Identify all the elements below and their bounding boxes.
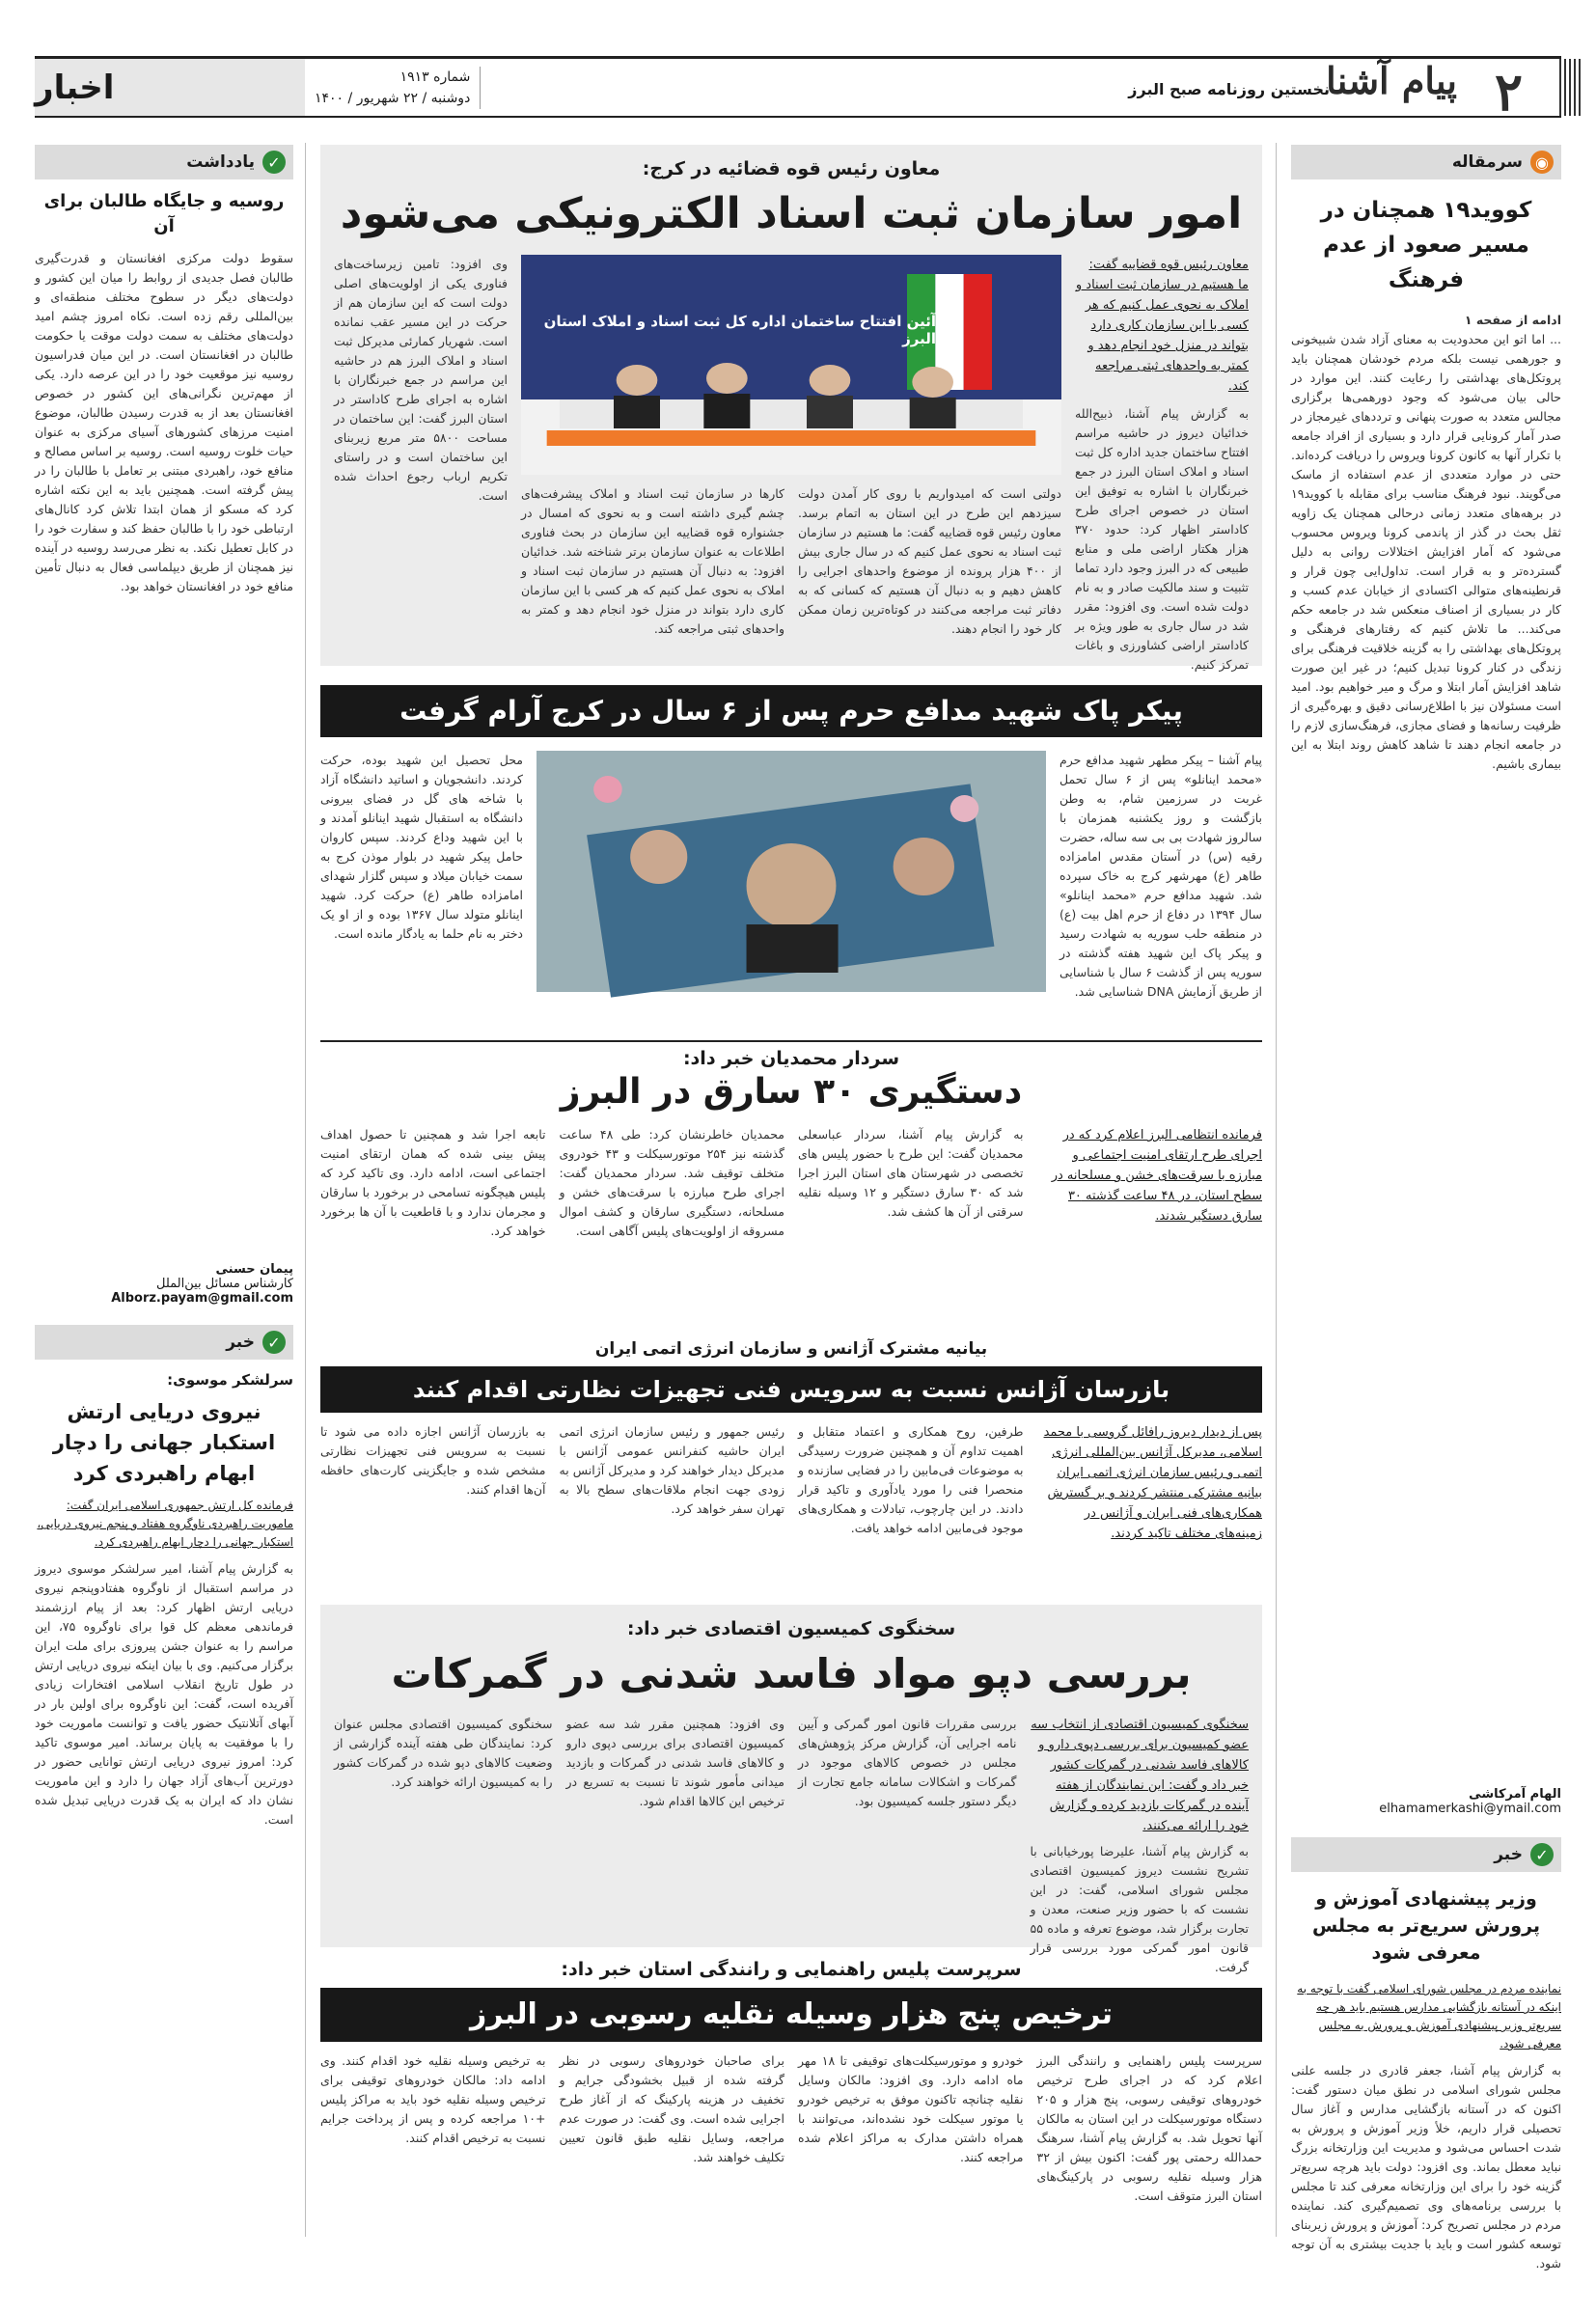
right-news-title: وزیر پیشنهادی آموزش و پرورش سریع‌تر به مجلس معرفی شود (1311, 1888, 1541, 1964)
left-news-header (35, 1325, 293, 1360)
left-news-kicker: سرلشکر موسوی: (167, 1371, 293, 1389)
newspaper-logo: پیام آشنا (1326, 59, 1457, 102)
memo-title: روسیه و جایگاه طالبان برای آن (43, 191, 285, 236)
editorial-body: ... اما اتو این محدودیت به معنای آزاد شدن شبیخونی و جورهمی نیست بلکه مردم خودشان همچنان باید پروتکل‌های بهداشتی را رعایت کنند. این موارد در حالی بیان می‌شود که وجود دورهمی‌ها برگزاری مجالس متعدد به صورت پنهانی و تردد‌های غیرمجاز در صدر آمار کرونایی قرار دارد و بسیاری از افراد جامعه با تکرار آنها به کانون کرونا ویروس را دریافت کرده‌اند. حتی در موارد متعددی از عدم استفاده از ماسک می‌گویند. نبود فرهنگ مناسب برای مقابله با کووید۱۹ در برهه‌های متعدد زمانی درحالی همچنان یک زاویه ثقل بحث در گذر از پاندمی کرونا ویروس محسوب می‌شود که آمار افزایش اختلالات روانی به دلیل گسترده‌تر و به قرار است. تداول‌ایی چون قرار و قرنطینه‌های متوالی اکتسادی از خیابان عدم کسب و کار در بسیاری از اصناف منعکس شد در جامعه حکم می‌کند... ما تلاش کنیم که رفتارهای فرهنگی و پروتکل‌های بهداشتی را به گزینه خلاقیت فرهنگی برای زندگی در کنار کرونا تبدیل کنیم؛ در غیر این صورت شاهد افزایش آمار ابتلا و مرگ و میر خواهیم بود. امید است مسئولان نیز با اطلاع‌رسانی دقیق و بهره‌گیری از ظرفیت رسانه‌ها و فضای مجازی، فرهنگ‌سازی لازم را در جامعه انجام دهند تا شاهد کاهش روند ابتلا به این بیماری باشیم. (1291, 332, 1561, 771)
right-column (1291, 145, 1561, 2312)
main-col1: به گزارش پیام آشنا، ذبیح‌الله خدائیان دیروز در حاشیه مراسم افتتاح ساختمان جدید اداره کل ثبت اسناد و املاک استان البرز در جمع خبرنگاران با اشاره به توفیق این استان در خصوص اجرای طرح کاداستر اظهار کرد: حدود ۳۷۰ هزار هکتار اراضی ملی و منابع طبیعی که در البرز وجود دارد تماما تثبیت و سند مالکیت صادر و به نام دولت شده است. وی افزود: مقرر شد در سال جاری به طور ویژه بر کاداستر اراضی کشاورزی و باغات تمرکز کنیم. (1075, 406, 1249, 672)
main-story (320, 145, 1262, 672)
police-story (320, 1040, 1262, 1330)
check-icon: ✓ (262, 1331, 286, 1354)
right-news-body: به گزارش پیام آشنا، جعفر قادری در جلسه علنی مجلس شورای اسلامی در نطق میان دستور گفت: اکنون که در آستانه بازگشایی مدارس و آغاز سال تحصیلی قرار داریم، خلأ وزیر آموزش و پرورش به شدت احساس می‌شود و مدیریت این وزارتخانه بزرگ نباید معطل بماند. وی افزود: دولت باید هرچه سریع‌تر گزینه خود را برای این وزارتخانه معرفی کند تا مجلس با بررسی برنامه‌های وی تصمیم‌گیری کند. نماینده مردم در مجلس تصریح کرد: آموزش و پرورش زیربنای توسعه کشور است و باید با جدیت بیشتری به آن توجه شود. (1291, 2063, 1561, 2271)
check-icon: ✓ (262, 151, 286, 174)
traffic-col2: خودرو و موتورسیکلت‌های توقیفی تا ۱۸ مهر ماه ادامه دارد. وی افزود: مالکان وسایل نقلیه چنانچه تاکنون موفق به ترخیص خودرو یا موتور سیکلت خود نشده‌اند، می‌توانند با همراه داشتن مدارک به مراکز اعلام شده مراجعه کنند. (798, 2053, 1024, 2164)
police-col2: محمدیان خاطرنشان کرد: طی ۴۸ ساعت گذشته نیز ۲۵۴ موتورسیکلت و ۴۳ خودروی متخلف توقیف شد. سردار محمدیان گفت: اجرای طرح مبارزه با سرقت‌های خشن و مسلحانه، دستگیری سارقان و کشف اموال مسروقه از اولویت‌های پلیس آگاهی است. (559, 1127, 784, 1238)
editorial-author: الهام آمرکاشی (1469, 1787, 1561, 1802)
memo-author: پیمان حسنی (215, 1262, 293, 1277)
customs-col4: سخنگوی کمیسیون اقتصادی مجلس عنوان کرد: نمایندگان طی هفته آینده گزارشی از وضعیت کالاهای دپو شده در گمرکات کشور را به کمیسیون ارائه خواهند کرد. (334, 1717, 553, 1789)
main-headline: امور سازمان ثبت اسناد الکترونیکی می‌شود (340, 189, 1243, 238)
continued-note: ادامه از صفحه ۱ (1464, 313, 1561, 327)
masthead (35, 56, 1561, 123)
iaea-story (320, 1339, 1262, 1605)
iaea-col4: به بازرسان آژانس اجازه داده می شود تا نسبت به سرویس فنی تجهیزات نظارتی مشخص شده و جایگزینی کارت‌های حافظه آن‌ها اقدام کنند. (320, 1424, 546, 1497)
right-news-lede: نماینده مردم در مجلس شورای اسلامی گفت با توجه به اینکه در آستانه بازگشایی مدارس هستیم باید هر چه سریع‌تر وزیر پیشنهادی آموزش و پرورش به مجلس معرفی شود. (1297, 1982, 1561, 2051)
memo-author-role: کارشناس مسائل بین‌الملل (156, 1277, 293, 1291)
traffic-col3: برای صاحبان خودروهای رسوبی در نظر گرفته شده از قبیل بخشودگی جرایم و تخفیف در هزینه پارکینگ که از آغاز طرح اجرایی شده است. وی گفت: در صورت عدم مراجعه، وسایل نقلیه طبق قانون تعیین تکلیف خواهند شد. (559, 2053, 784, 2164)
customs-kicker: سخنگوی کمیسیون اقتصادی خبر داد: (626, 1618, 956, 1639)
main-col3: کارها در سازمان ثبت اسناد و املاک پیشرفت‌های چشم گیری داشته است و به نحوی که امسال در جشنواره قوه قضاییه این سازمان در بحث فناوری اطلاعات به عنوان سازمان برتر شناخته شد. خدائیان افزود: به دنبال آن هستیم در سازمان ثبت اسناد و املاک به نحوی عمل کنیم که هر کسی با این سازمان کاری دارد بتواند در منزل خود انجام دهد و کمتر به واحدهای ثبتی مراجعه کند. (521, 486, 784, 636)
left-news-title: نیروی دریایی ارتش استکبار جهانی را دچار ابهام راهبردی کرد (52, 1400, 276, 1485)
martyr-col1: پیام آشنا – پیکر مطهر شهید مدافع حرم «محمد اینانلو» پس از ۶ سال تحمل غربت در سرزمین شام، به وطن بازگشت و روز یکشنبه همزمان با سالروز شهادت بی بی سه ساله، حضرت رقیه (س) در آستان مقدس امامزاده طاهر (ع) مهرشهر کرج به خاک سپرده شد. شهید مدافع حرم «محمد اینانلو» سال ۱۳۹۴ در دفاع از حرم اهل بیت (ع) در منطقه حلب سوریه به شهادت رسید و پیکر پاک این شهید هفته گذشته در سوریه پس از گذشت ۶ سال با شناسایی از طریق آزمایش DNA شناسایی شد. (1059, 753, 1262, 999)
left-news-body: به گزارش پیام آشنا، امیر سرلشکر موسوی دیروز در مراسم استقبال از ناوگروه هفتادوپنجم نیروی دریایی ارتش اظهار کرد: بعد از پیام ارزشمند فرماندهی معظم کل قوا برای ناوگروه ۷۵، این مراسم را به عنوان جشن پیروزی برای ملت ایران برگزار می‌کنیم. وی با بیان اینکه نیروی دریایی ارتش در طول تاریخ انقلاب اسلامی افتخارات زیادی آفریده است، گفت: این ناوگروه برای اولین بار در آبهای آتلانتیک حضور یافت و توانست ماموریت خود را با موفقیت به پایان برساند. امیر موسوی تاکید کرد: امروز نیروی دریایی ارتش توانایی حضور در دورترین آب‌های آزاد جهان را دارد و این ماموریت نشان داد که ایران به یک قدرت دریایی تبدیل شده است. (35, 1561, 293, 1827)
police-col3: تابعه اجرا شد و همچنین تا حصول اهداف پیش بینی شده که همان ارتقای امنیت اجتماعی است، ادامه دارد. وی تاکید کرد که پلیس هیچگونه تسامحی در برخورد با سارقان و مجرمان ندارد و با قاطعیت با آن ها برخورد خواهد کرد. (320, 1127, 546, 1238)
issue-info (315, 67, 481, 109)
editorial-header (1291, 145, 1561, 179)
masthead-stripes (1559, 59, 1581, 116)
memo-header-label: یادداشت (186, 152, 255, 172)
customs-lede: سخنگوی کمیسیون اقتصادی از انتخاب سه عضو کمیسیون برای بررسی دپوی دارو و کالاهای فاسد شدنی در گمرکات کشور خبر داد و گفت: این نمایندگان از هفته آینده در گمرکات بازدید کرده و گزارش خود را ارائه می‌کنند. (1031, 1718, 1249, 1833)
target-icon: ◉ (1530, 151, 1554, 174)
right-news-header-label: خبر (1494, 1845, 1523, 1864)
traffic-kicker: سرپرست پلیس راهنمایی و رانندگی استان خبر داد: (561, 1959, 1022, 1980)
main-lede: معاون رئیس قوه قضاییه گفت: ما هستیم در سازمان ثبت اسناد و املاک به نحوی عمل کنیم که هر کسی با این سازمان کاری دارد بتواند در منزل خود انجام دهد و کمتر به واحدهای ثبتی مراجعه کند. (1075, 258, 1249, 394)
memo-body: سقوط دولت مرکزی افغانستان و قدرت‌گیری طالبان فصل جدیدی از روابط را میان این کشور و دولت‌های دیگر در سطوح مختلف منطقه‌ای و بین‌المللی رقم زده است. نکاه امروز چشم امید دولت‌های مختلف به سمت دولت موقت یا حکومت طالبان در افغانستان است. در این میان فدراسیون روسیه نیز موقعیت خود را در این عرصه دارد. یکی از مهم‌ترین نگرانی‌های این کشور در خصوص افغانستان بعد از به قدرت رسیدن طالبان، موضوع امنیت مرزهای کشورهای آسیای مرکزی به عنوان حیات خلوت روسیه است. روسیه بر اساس مصالح و منافع خود، راهبردی مبتنی بر تعامل با طالبان را در پیش گرفته است. همچنین باید به این نکته اشاره کرد که مسکو از همان ابتدا تلاش کرد کانال‌های ارتباطی خود را با طالبان حفظ کند و سفارت خود را در کابل تعطیل نکند. به نظر می‌رسد روسیه در آینده نیز همچنان از طریق دیپلماسی فعال به دنبال تأمین منافع خود در افغانستان خواهد بود. (35, 251, 293, 593)
check-icon: ✓ (1530, 1843, 1554, 1866)
issue-number: شماره ۱۹۱۳ (399, 69, 471, 85)
traffic-headline: ترخیص پنج هزار وسیله نقلیه رسوبی در البرز (320, 1988, 1262, 2042)
section-title: اخبار (35, 59, 305, 116)
left-news-header-label: خبر (226, 1333, 255, 1352)
main-col4: وی افزود: تامین زیرساخت‌های فناوری یکی از اولویت‌های اصلی دولت است که این سازمان هم از حرکت در این مسیر عقب نمانده است. شهریار کمارئی مدیرکل ثبت اسناد و املاک البرز هم در حاشیه این مراسم در جمع خبرنگاران با اشاره به اجرای طرح کاداستر در استان البرز گفت: این ساختمان در مساحت ۵۸۰۰ متر مربع زیربنای این ساختمان است و در راستای تکریم ارباب رجوع احداث شده است. (334, 257, 509, 503)
iaea-col2: طرفین، روح همکاری و اعتماد متقابل و اهمیت تداوم آن و همچنین ضرورت رسیدگی به موضوعات فی‌مابین را در فضایی سازنده و منحصرا فنی را مورد یادآوری و تاکید قرار دادند. در این چارچوب، تبادلات و همکاری‌های موجود فی‌مابین ادامه خواهد یافت. (798, 1424, 1024, 1535)
martyr-photo (537, 751, 1046, 992)
iaea-col3: رئیس جمهور و رئیس سازمان انرژی اتمی ایران حاشیه کنفرانس عمومی آژانس با مدیرکل دیدار خواهند کرد و مدیرکل آژانس به زودی جهت انجام ملاقات‌های سطح بالا به تهران سفر خواهد کرد. (559, 1424, 784, 1516)
martyr-story (320, 751, 1262, 1040)
right-news-header (1291, 1837, 1561, 1872)
main-kicker: معاون رئیس قوه قضائیه در کرج: (642, 158, 941, 179)
editorial-header-label: سرمقاله (1451, 152, 1523, 172)
page-number: ۲ (1494, 61, 1523, 123)
police-kicker: سردار محمدیان خبر داد: (682, 1048, 900, 1069)
customs-col1: به گزارش پیام آشنا، علیرضا پورخیابانی با تشریح نشست دیروز کمیسیون اقتصادی مجلس شورای اسلامی، گفت: در این نشست که با حضور وزیر صنعت، معدن و تجارت برگزار شد، موضوع تعرفه و ماده ۵۵ قانون امور گمرکی مورد بررسی قرار گرفت. (1030, 1844, 1249, 1974)
column-divider (305, 143, 306, 2237)
memo-header (35, 145, 293, 179)
memo-email[interactable]: Alborz.payam@gmail.com (111, 1291, 293, 1306)
left-news-lede: فرمانده کل ارتش جمهوری اسلامی ایران گفت: ماموریت راهبردی ناوگروه هفتاد و پنجم نیروی دریایی، استکبار جهانی را دچار ابهام راهبردی کرد. (37, 1499, 293, 1549)
editorial-title: کووید۱۹ همچنان در مسیر صعود از عدم فرهنگ (1320, 198, 1532, 292)
customs-col3: وی افزود: همچنین مقرر شد سه عضو کمیسیون اقتصادی برای بررسی دپوی دارو و کالاهای فاسد شدنی در گمرکات و بازدید میدانی مأمور شوند تا نسبت به تسریع در ترخیص این کالاها اقدام شود. (565, 1717, 784, 1808)
customs-col2: بررسی مقررات قانون امور گمرکی و آیین نامه اجرایی آن، گزارش مرکز پژوهش‌های مجلس در خصوص کالاهای موجود در گمرکات و اشکالات سامانه جامع تجارت از دیگر دستور جلسه کمیسیون بود. (798, 1717, 1017, 1808)
issue-date: دوشنبه / ۲۲ شهریور / ۱۴۰۰ (315, 91, 471, 106)
editorial-email[interactable]: elhamamerkashi@ymail.com (1379, 1802, 1561, 1816)
left-column (35, 145, 293, 1974)
center-area (320, 145, 1262, 2239)
customs-headline: بررسی دپو مواد فاسد شدنی در گمرکات (391, 1650, 1192, 1697)
martyr-col2: محل تحصیل این شهید بوده، حرکت کردند. دانشجویان و اساتید دانشگاه آزاد با شاخه های گل در فضای بیرونی دانشگاه به استقبال شهید اینانلو آمدند و با این شهید وداع کردند. سپس کاروان حامل پیکر شهید در بلوار موذن کرج به سمت خیابان میلاد و سپس گلزار شهدای امامزاده طاهر (ع) حرکت کرد. شهید اینانلو متولد سال ۱۳۶۷ بوده و از او یک دختر به نام حلما به یادگار مانده است. (320, 753, 524, 941)
police-headline: دستگیری ۳۰ سارق در البرز (560, 1072, 1023, 1112)
police-byline: به گزارش پیام آشنا، سردار عباسعلی محمدیان گفت: این طرح با حضور پلیس های تخصصی در شهرستان های استان البرز اجرا شد که ۳۰ سارق دستگیر و ۱۲ وسیله نقلیه سرقتی از آن ها کشف شد. (798, 1127, 1024, 1219)
iaea-lede: پس از دیدار دیروز رافائل گروسی با محمد اسلامی، مدیرکل آژانس بین‌المللی انرژی اتمی و رئیس سازمان انرژی اتمی ایران بیانیه مشترکی منتشر کردند و بر گسترش همکاری‌های فنی ایران و آژانس در زمینه‌های مختلف تاکید کردند. (1043, 1425, 1262, 1541)
main-col2: دولتی است که امیدواریم با روی کار آمدن دولت سیزدهم این طرح در این استان به اتمام برسد. معاون رئیس قوه قضاییه گفت: ما هستیم در سازمان ثبت اسناد به نحوی عمل کنیم که در سال جاری بیش از ۴۰۰ هزار پرونده از موضوع واحدهای اجرایی را کاهش دهیم و به دنبال آن هستیم که کسانی که به دفاتر ثبت مراجعه می‌کنند در کوتاه‌ترین زمان ممکن کار خود را انجام دهند. (798, 486, 1062, 636)
main-photo (521, 255, 1061, 475)
photo-banner-text: آئین افتتاح ساختمان اداره کل ثبت اسناد و املاک استان البرز (543, 313, 936, 347)
iaea-headline: بازرسان آژانس نسبت به سرویس فنی تجهیزات نظارتی اقدام کنند (320, 1366, 1262, 1413)
column-divider (1276, 143, 1277, 2237)
martyr-headline: پیکر پاک شهید مدافع حرم پس از ۶ سال در کرج آرام گرفت (320, 685, 1262, 737)
traffic-story (320, 1959, 1262, 2239)
police-lede: فرمانده انتظامی البرز اعلام کرد که در اجرای طرح ارتقای امنیت اجتماعی و مبارزه با سرقت‌های خشن و مسلحانه در سطح استان، در ۴۸ ساعت گذشته ۳۰ سارق دستگیر شدند. (1051, 1128, 1262, 1224)
iaea-kicker: بیانیه مشترک آژانس و سازمان انرژی اتمی ایران (594, 1339, 988, 1359)
tagline: نخستین روزنامه صبح البرز (1128, 80, 1330, 98)
traffic-col1: سرپرست پلیس راهنمایی و رانندگی البرز اعلام کرد که در اجرای طرح ترخیص خودروهای توقیفی رسوبی، پنج هزار و ۲۰۵ دستگاه موتورسیکلت در این استان به مالکان آنها تحویل شد. به گزارش پیام آشنا، سرهنگ حمدالله رحمتی پور گفت: اکنون بیش از ۳۲ هزار وسیله نقلیه رسوبی در پارکینگ‌های استان البرز متوقف است. (1036, 2053, 1262, 2203)
traffic-col4: به ترخیص وسیله نقلیه خود اقدام کنند. وی ادامه داد: مالکان خودروهای توقیفی برای ترخیص وسیله نقلیه خود باید به مراکز پلیس +۱۰ مراجعه کرده و پس از پرداخت جرایم نسبت به ترخیص اقدام کنند. (320, 2053, 546, 2145)
